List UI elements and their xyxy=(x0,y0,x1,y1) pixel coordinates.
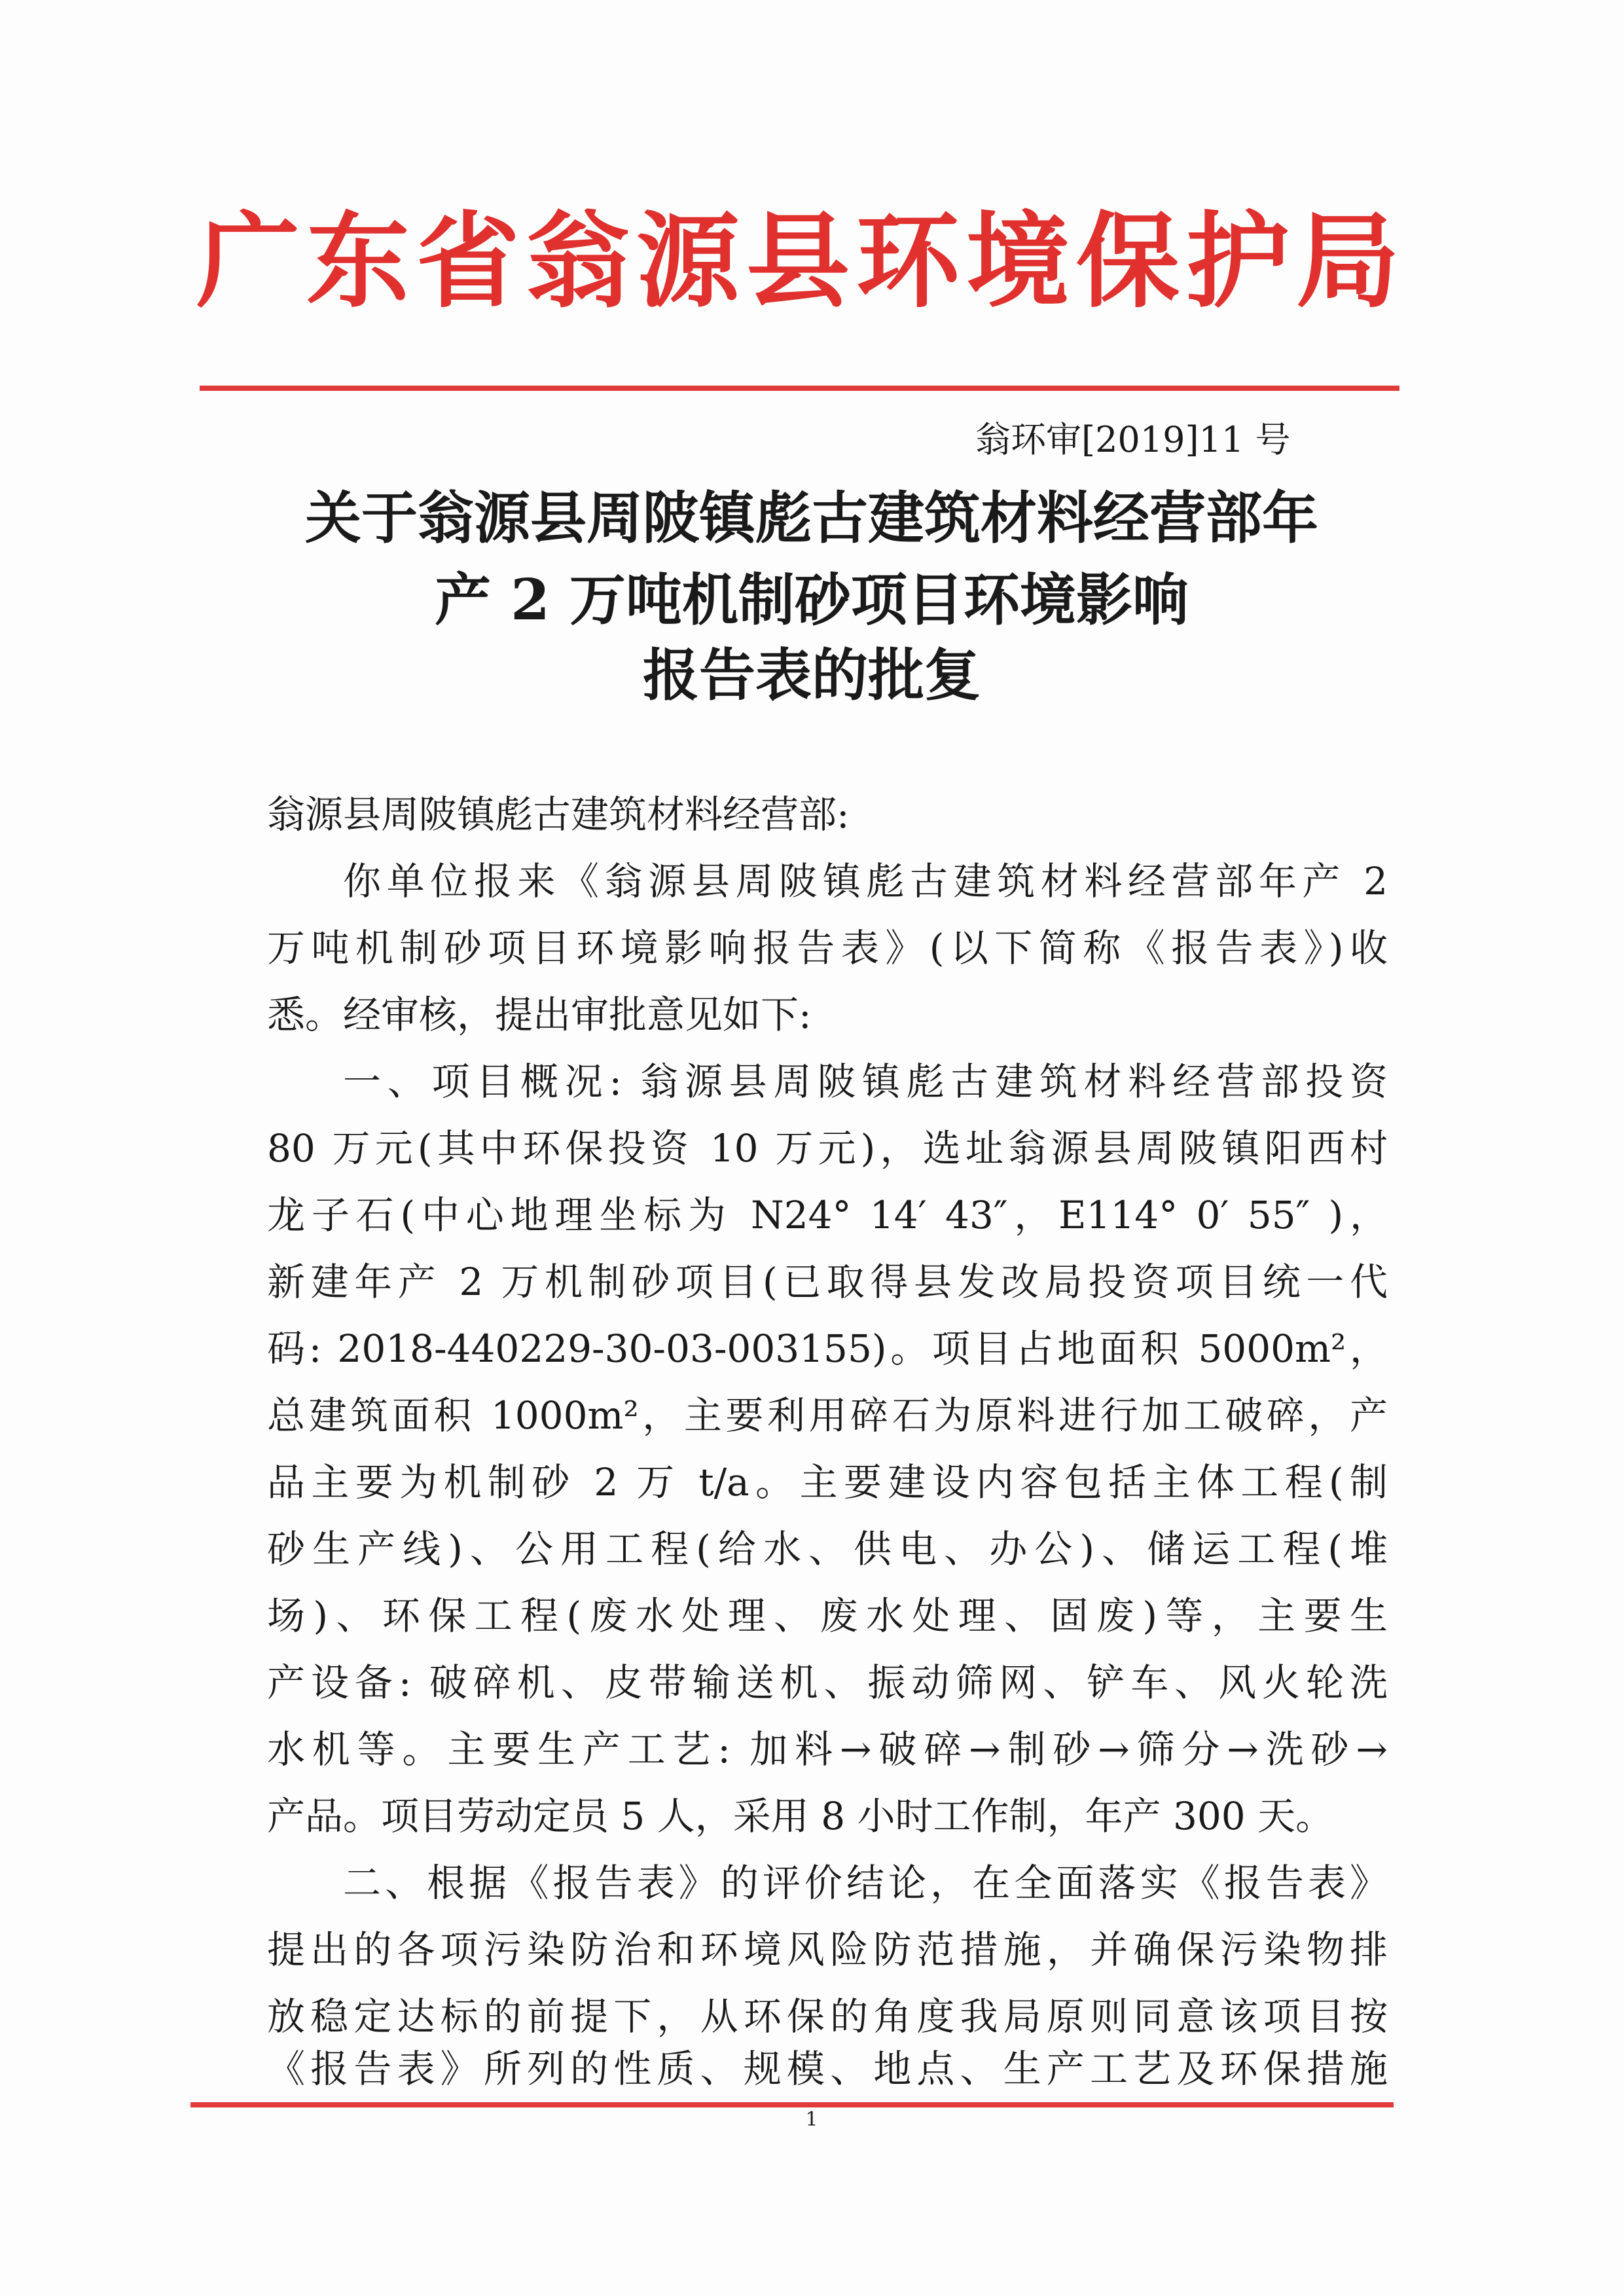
body-line: 场)、环保工程(废水处理、废水处理、固废)等，主要生 xyxy=(267,1594,1388,1638)
salutation: 翁源县周陂镇彪古建筑材料经营部: xyxy=(267,792,850,837)
document-title-line-1: 关于翁源县周陂镇彪古建筑材料经营部年 xyxy=(305,485,1318,551)
body-line: 一、项目概况: 翁源县周陂镇彪古建筑材料经营部投资 xyxy=(343,1059,1388,1104)
body-line: 产设备: 破碎机、皮带输送机、振动筛网、铲车、风火轮洗 xyxy=(267,1660,1388,1705)
body-line: 万吨机制砂项目环境影响报告表》(以下简称《报告表》)收 xyxy=(267,926,1388,970)
header-red-rule xyxy=(200,386,1399,391)
body-line: 龙子石(中心地理坐标为 N24° 14′ 43″，E114° 0′ 55″ )， xyxy=(267,1193,1388,1237)
page-number: 1 xyxy=(805,2108,818,2131)
body-line: 悉。经审核，提出审批意见如下: xyxy=(267,993,812,1037)
body-line: 品主要为机制砂 2 万 t/a。主要建设内容包括主体工程(制 xyxy=(267,1460,1388,1504)
document-title-line-3: 报告表的批复 xyxy=(643,642,981,708)
body-line: 码: 2018-440229-30-03-003155)。项目占地面积 5000m²， xyxy=(267,1326,1388,1371)
body-line: 砂生产线)、公用工程(给水、供电、办公)、储运工程(堆 xyxy=(267,1527,1388,1571)
body-line: 二、根据《报告表》的评价结论，在全面落实《报告表》 xyxy=(343,1861,1388,1905)
body-line: 新建年产 2 万机制砂项目(已取得县发改局投资项目统一代 xyxy=(267,1260,1388,1304)
document-number: 翁环审[2019]11 号 xyxy=(975,419,1291,460)
body-line: 产品。项目劳动定员 5 人，采用 8 小时工作制，年产 300 天。 xyxy=(267,1794,1334,1838)
body-line: 80 万元(其中环保投资 10 万元)，选址翁源县周陂镇阳西村 xyxy=(267,1126,1388,1171)
body-line: 提出的各项污染防治和环境风险防范措施，并确保污染物排 xyxy=(267,1927,1388,1972)
body-line: 《报告表》所列的性质、规模、地点、生产工艺及环保措施 xyxy=(267,2047,1388,2091)
body-line: 水机等。主要生产工艺: 加料→破碎→制砂→筛分→洗砂→ xyxy=(267,1727,1388,1772)
document-title-line-2: 产 2 万吨机制砂项目环境影响 xyxy=(435,567,1189,633)
agency-header: 广东省翁源县环境保护局 xyxy=(196,201,1406,322)
body-line: 放稳定达标的前提下，从环保的角度我局原则同意该项目按 xyxy=(267,1994,1388,2039)
body-line: 总建筑面积 1000m²，主要利用碎石为原料进行加工破碎，产 xyxy=(267,1393,1388,1438)
body-line: 你单位报来《翁源县周陂镇彪古建筑材料经营部年产 2 xyxy=(343,859,1388,903)
